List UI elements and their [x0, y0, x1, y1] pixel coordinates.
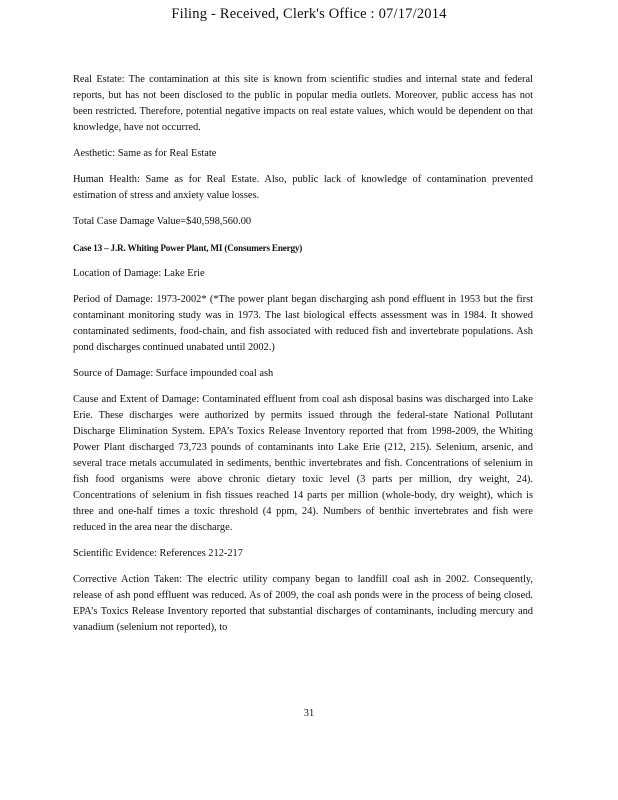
- cause-and-extent-paragraph: Cause and Extent of Damage: Contaminated effluent from coal ash disposal basins was discharged into Lake Erie. These discharges were authorized by permits issued through the federal-state National Pollutant Discharge Elimination System. EPA’s Toxics Release Inventory reported that from 1998-2009, the Whiting Power Plant discharged 73,723 pounds of contaminants into Lake Erie (212, 215). Selenium, arsenic, and several trace metals accumulated in sediments, benthic invertebrates and fish. Concentrations of selenium in fish food organisms were above chronic dietary toxic level (3 parts per million, dry weight, 24). Concentrations of selenium in fish tissues reached 14 parts per million (whole-body, dry weight), which is three and one-half times a toxic threshold (4 ppm, 24). Numbers of benthic invertebrates and fish were reduced in the area near the discharge.: [73, 394, 533, 533]
- total-case-damage-value: Total Case Damage Value=$40,598,560.00: [73, 216, 252, 227]
- corrective-action-paragraph: Corrective Action Taken: The electric utility company began to landfill coal ash in 2002. Consequently, release of ash pond effluent was reduced. As of 2009, the coal ash ponds were in the process of being closed. EPA’s Toxics Release Inventory reported that substantial discharges of contaminants, including mercury and vanadium (selenium not reported), to: [73, 574, 533, 633]
- period-of-damage-paragraph: Period of Damage: 1973-2002* (*The power plant began discharging ash pond effluent in 1953 but the first contaminant monitoring study was in 1973. The last biological effects assessment was in 1984. It showed contaminated sediments, food-chain, and fish associated with reduced fish and invertebrate populations. Ash pond discharges continued unabated until 2002.): [73, 294, 533, 353]
- source-of-damage-paragraph: Source of Damage: Surface impounded coal ash: [73, 368, 274, 379]
- aesthetic-paragraph: Aesthetic: Same as for Real Estate: [73, 148, 217, 159]
- human-health-paragraph: Human Health: Same as for Real Estate. Also, public lack of knowledge of contamination prevented estimation of stress and anxiety value losses.: [73, 174, 533, 201]
- page-number: 31: [303, 708, 315, 719]
- location-of-damage-paragraph: Location of Damage: Lake Erie: [73, 268, 205, 279]
- scientific-evidence-paragraph: Scientific Evidence: References 212-217: [73, 548, 243, 559]
- document-body: [73, 72, 533, 646]
- case-heading: Case 13 – J.R. Whiting Power Plant, MI (Consumers Energy): [73, 243, 303, 253]
- filing-header: Filing - Received, Clerk's Office : 07/17/2014: [171, 6, 447, 22]
- real-estate-paragraph: Real Estate: The contamination at this site is known from scientific studies and internal state and federal reports, but has not been disclosed to the public in popular media outlets. Moreover, public access has not been restricted. Therefore, potential negative impacts on real estate values, which would be dependent on that knowledge, have not occurred.: [73, 74, 533, 133]
